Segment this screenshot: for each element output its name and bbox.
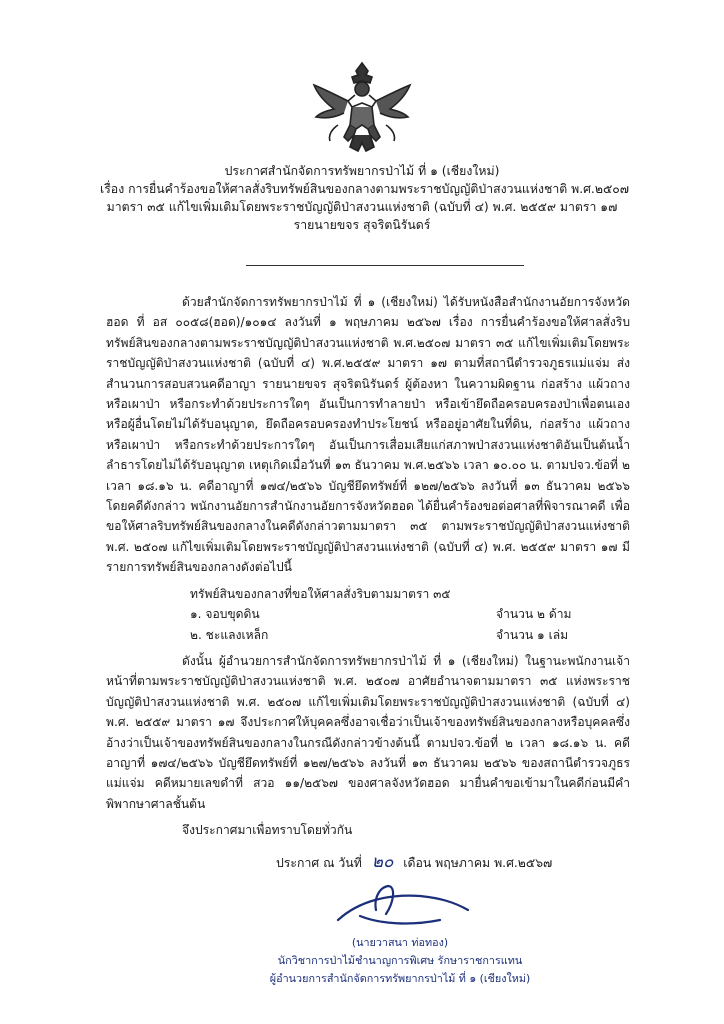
signer-name: (นายวาสนา ท่อทอง): [351, 936, 449, 949]
garuda-emblem-icon: [308, 55, 416, 163]
body-paragraph-3: จึงประกาศมาเพื่อทราบโดยทั่วกัน: [182, 823, 353, 838]
asset-name: ๑. จอบขุดดิน: [190, 607, 260, 622]
asset-quantity: จำนวน ๒ ด้าม: [496, 607, 572, 622]
announcement-heading: [100, 162, 630, 234]
date-prefix: ประกาศ ณ วันที่: [276, 856, 362, 870]
asset-quantity: จำนวน ๑ เล่ม: [496, 627, 569, 642]
assets-heading: ทรัพย์สินของกลางที่ขอให้ศาลสั่งริบตามมาตรา ๓๕: [190, 586, 451, 601]
asset-name: ๒. ชะแลงเหล็ก: [190, 627, 269, 642]
announcement-body: [106, 292, 630, 841]
heading-divider: [246, 265, 524, 266]
heading-line-1: ประกาศสำนักจัดการทรัพยากรป่าไม้ ที่ ๑ (เชียงใหม่): [224, 164, 500, 178]
heading-line-4: รายนายขจร สุจริตนิรันดร์: [293, 218, 431, 232]
announcement-date: [276, 848, 552, 875]
asset-item: [106, 625, 630, 645]
signature-block: [250, 934, 550, 988]
date-day: ๒๐: [371, 852, 394, 872]
heading-line-3: มาตรา ๓๕ แก้ไขเพิ่มเติมโดยพระราชบัญญัติป่าสงวนแห่งชาติ (ฉบับที่ ๔) พ.ศ. ๒๕๕๙ มาตรา ๑๗: [106, 200, 618, 214]
body-paragraph-1: ด้วยสำนักจัดการทรัพยากรป่าไม้ ที่ ๑ (เชียงใหม่) ได้รับหนังสือสำนักงานอัยการจังหวัดฮอด ที่ อส ๐๐๕๘(ฮอด)/๑๐๑๔ ลงวันที่ ๑ พฤษภาคม ๒๕๖๗ เรื่อง การยื่นคำร้องขอให้ศาลสั่งริบทรัพย์สินของกลางตามพระราชบัญญัติป่าสงวนแห่งชาติ พ.ศ.๒๕๐๗ มาตรา ๓๕ แก้ไขเพิ่มเติมโดยพระราชบัญญัติป่าสงวนแห่งชาติ (ฉบับที่ ๔) พ.ศ.๒๕๕๙ มาตรา ๑๗ ตามที่สถานีตำรวจภูธรแม่แจ่ม ส่งสำนวนการสอบสวนคดีอาญา รายนายขจร สุจริตนิรันดร์ ผู้ต้องหา ในความผิดฐาน ก่อสร้าง แผ้วถาง หรือเผาป่า หรือกระทำด้วยประการใดๆ อันเป็นการทำลายป่า หรือเข้ายึดถือครอบครองป่าเพื่อตนเอง หรือผู้อื่นโดยไม่ได้รับอนุญาต, ยึดถือครอบครองทำประโยชน์ หรืออยู่อาศัยในที่ดิน, ก่อสร้าง แผ้วถาง หรือเผาป่า หรือกระทำด้วยประการใดๆ อันเป็นการเสื่อมเสียแก่สภาพป่าสงวนแห่งชาติอันเป็นต้นน้ำลำธารโดยไม่ได้รับอนุญาต เหตุเกิดเมื่อวันที่ ๑๓ ธันวาคม พ.ศ.๒๕๖๖ เวลา ๑๐.๐๐ น. ตามปจว.ข้อที่ ๒ เวลา ๑๘.๑๖ น. คดีอาญาที่ ๑๗๔/๒๕๖๖ บัญชียึดทรัพย์ที่ ๑๒๗/๒๕๖๖ ลงวันที่ ๑๓ ธันวาคม ๒๕๖๖ โดยคดีดังกล่าว พนักงานอัยการสำนักงานอัยการจังหวัดฮอด ได้ยื่นคำร้องขอต่อศาลที่พิจารณาคดี เพื่อขอให้ศาลริบทรัพย์สินของกลางในคดีดังกล่าวตามมาตรา ๓๕ ตามพระราชบัญญัติป่าสงวนแห่งชาติ พ.ศ. ๒๕๐๗ แก้ไขเพิ่มเติมโดยพระราชบัญญัติป่าสงวนแห่งชาติ (ฉบับที่ ๔) พ.ศ. ๒๕๕๙ มาตรา ๑๗ มีรายการทรัพย์สินของกลางดังต่อไปนี้: [106, 295, 630, 575]
date-suffix: เดือน พฤษภาคม พ.ศ.๒๕๖๗: [403, 856, 553, 870]
signer-title: ผู้อำนวยการสำนักจัดการทรัพยากรป่าไม้ ที่ ๑ (เชียงใหม่): [269, 972, 531, 985]
asset-item: [106, 604, 630, 624]
body-paragraph-2: ดังนั้น ผู้อำนวยการสำนักจัดการทรัพยากรป่าไม้ ที่ ๑ (เชียงใหม่) ในฐานะพนักงานเจ้าหน้าที่ตามพระราชบัญญัติป่าสงวนแห่งชาติ พ.ศ. ๒๕๐๗ อาศัยอำนาจตามมาตรา ๓๕ แห่งพระราชบัญญัติป่าสงวนแห่งชาติ พ.ศ. ๒๕๐๗ แก้ไขเพิ่มเติมโดยพระราชบัญญัติป่าสงวนแห่งชาติ (ฉบับที่ ๔) พ.ศ. ๒๕๕๙ มาตรา ๑๗ จึงประกาศให้บุคคลซึ่งอาจเชื่อว่าเป็นเจ้าของทรัพย์สินของกลางหรือบุคคลซึ่งอ้างว่าเป็นเจ้าของทรัพย์สินของกลางในกรณีดังกล่าวข้างต้นนี้ ตามปจว.ข้อที่ ๒ เวลา ๑๘.๑๖ น. คดีอาญาที่ ๑๗๔/๒๕๖๖ บัญชียึดทรัพย์ที่ ๑๒๗/๒๕๖๖ ลงวันที่ ๑๓ ธันวาคม ๒๕๖๖ ของสถานีตำรวจภูธรแม่แจ่ม คดีหมายเลขดำที่ สวอ ๑๑/๒๕๖๗ ของศาลจังหวัดฮอด มายื่นคำขอเข้ามาในคดีก่อนมีคำพิพากษาศาลชั้นต้น: [106, 653, 630, 811]
handwritten-signature: [330, 880, 480, 940]
heading-line-2: เรื่อง การยื่นคำร้องขอให้ศาลสั่งริบทรัพย์สินของกลางตามพระราชบัญญัติป่าสงวนแห่งชาติ พ.ศ.๒๕๐๗: [100, 182, 630, 196]
signer-position: นักวิชาการป่าไม้ชำนาญการพิเศษ รักษาราชการแทน: [277, 954, 523, 967]
